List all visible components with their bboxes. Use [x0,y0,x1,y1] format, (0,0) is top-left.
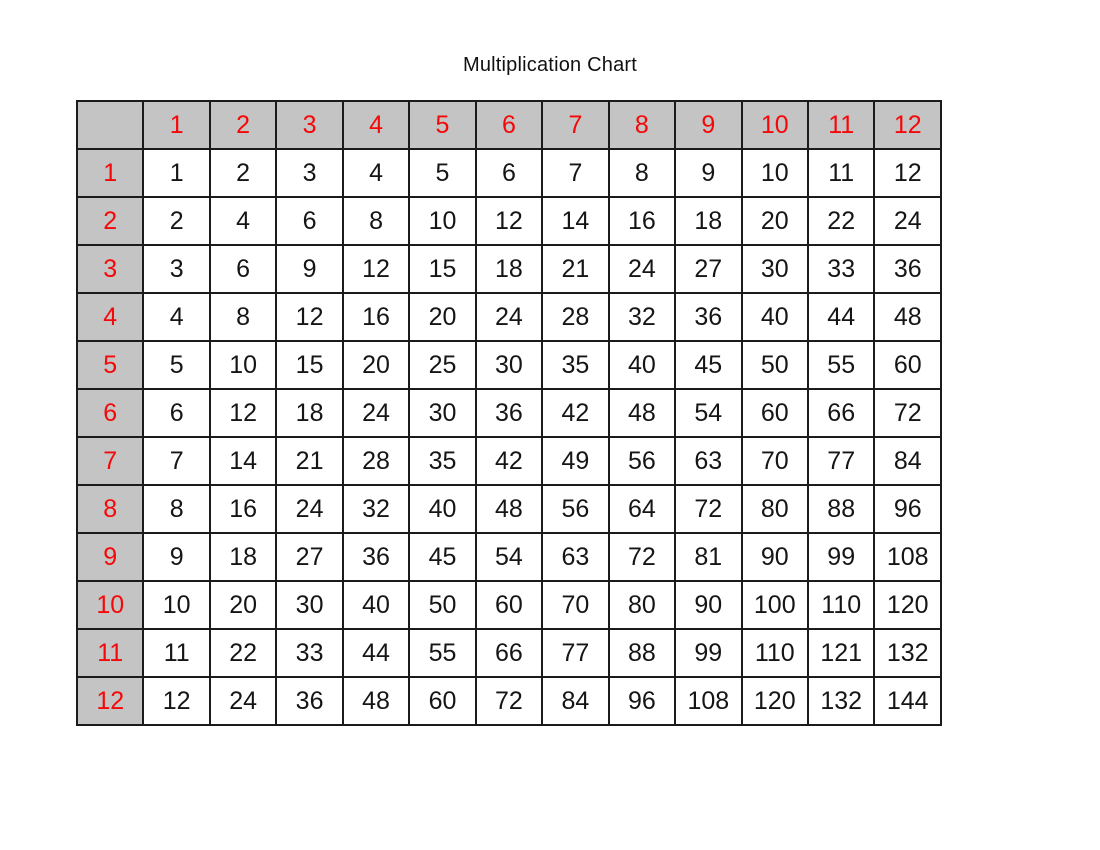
product-cell: 24 [343,389,409,437]
row-header-9: 9 [77,533,143,581]
product-cell: 12 [476,197,542,245]
product-cell: 40 [343,581,409,629]
product-cell: 3 [276,149,342,197]
table-row [77,533,941,581]
column-header-2: 2 [210,101,276,149]
product-cell: 20 [742,197,808,245]
product-cell: 28 [542,293,608,341]
row-header-1: 1 [77,149,143,197]
product-cell: 50 [742,341,808,389]
table-row [77,341,941,389]
product-cell: 77 [542,629,608,677]
product-cell: 18 [476,245,542,293]
row-header-2: 2 [77,197,143,245]
product-cell: 60 [409,677,475,725]
product-cell: 70 [742,437,808,485]
product-cell: 30 [476,341,542,389]
product-cell: 77 [808,437,874,485]
product-cell: 14 [542,197,608,245]
product-cell: 32 [343,485,409,533]
product-cell: 99 [808,533,874,581]
product-cell: 108 [675,677,741,725]
header-row [77,101,941,149]
product-cell: 33 [808,245,874,293]
product-cell: 2 [143,197,209,245]
product-cell: 56 [609,437,675,485]
product-cell: 54 [675,389,741,437]
product-cell: 60 [476,581,542,629]
product-cell: 110 [742,629,808,677]
product-cell: 42 [476,437,542,485]
table-row [77,245,941,293]
product-cell: 7 [542,149,608,197]
product-cell: 3 [143,245,209,293]
product-cell: 11 [143,629,209,677]
product-cell: 10 [143,581,209,629]
product-cell: 42 [542,389,608,437]
corner-cell [77,101,143,149]
product-cell: 80 [609,581,675,629]
product-cell: 30 [276,581,342,629]
product-cell: 21 [276,437,342,485]
column-header-8: 8 [609,101,675,149]
product-cell: 9 [675,149,741,197]
product-cell: 12 [276,293,342,341]
product-cell: 36 [476,389,542,437]
table-row [77,485,941,533]
column-header-6: 6 [476,101,542,149]
product-cell: 40 [409,485,475,533]
product-cell: 8 [210,293,276,341]
product-cell: 120 [742,677,808,725]
product-cell: 28 [343,437,409,485]
product-cell: 1 [143,149,209,197]
product-cell: 72 [675,485,741,533]
product-cell: 33 [276,629,342,677]
product-cell: 90 [675,581,741,629]
product-cell: 36 [675,293,741,341]
product-cell: 12 [143,677,209,725]
product-cell: 35 [542,341,608,389]
product-cell: 30 [742,245,808,293]
row-header-6: 6 [77,389,143,437]
product-cell: 144 [874,677,941,725]
product-cell: 16 [210,485,276,533]
product-cell: 6 [210,245,276,293]
product-cell: 56 [542,485,608,533]
product-cell: 8 [143,485,209,533]
product-cell: 88 [609,629,675,677]
product-cell: 14 [210,437,276,485]
product-cell: 40 [609,341,675,389]
column-header-3: 3 [276,101,342,149]
product-cell: 6 [276,197,342,245]
product-cell: 48 [343,677,409,725]
product-cell: 12 [210,389,276,437]
product-cell: 18 [675,197,741,245]
product-cell: 16 [343,293,409,341]
product-cell: 22 [210,629,276,677]
product-cell: 35 [409,437,475,485]
product-cell: 24 [874,197,941,245]
product-cell: 4 [143,293,209,341]
multiplication-table [76,100,942,726]
table-row [77,581,941,629]
product-cell: 55 [409,629,475,677]
product-cell: 20 [343,341,409,389]
product-cell: 27 [276,533,342,581]
table-row [77,677,941,725]
product-cell: 132 [874,629,941,677]
product-cell: 4 [210,197,276,245]
table-row [77,437,941,485]
product-cell: 48 [609,389,675,437]
row-header-8: 8 [77,485,143,533]
column-header-11: 11 [808,101,874,149]
column-header-5: 5 [409,101,475,149]
product-cell: 12 [874,149,941,197]
product-cell: 8 [609,149,675,197]
row-header-12: 12 [77,677,143,725]
row-header-11: 11 [77,629,143,677]
product-cell: 44 [343,629,409,677]
product-cell: 60 [874,341,941,389]
product-cell: 81 [675,533,741,581]
table-row [77,197,941,245]
product-cell: 100 [742,581,808,629]
product-cell: 120 [874,581,941,629]
product-cell: 7 [143,437,209,485]
product-cell: 11 [808,149,874,197]
product-cell: 54 [476,533,542,581]
product-cell: 6 [476,149,542,197]
product-cell: 2 [210,149,276,197]
product-cell: 18 [210,533,276,581]
product-cell: 90 [742,533,808,581]
row-header-7: 7 [77,437,143,485]
product-cell: 24 [276,485,342,533]
product-cell: 63 [542,533,608,581]
product-cell: 60 [742,389,808,437]
product-cell: 9 [276,245,342,293]
row-header-3: 3 [77,245,143,293]
column-header-10: 10 [742,101,808,149]
column-header-4: 4 [343,101,409,149]
product-cell: 24 [476,293,542,341]
product-cell: 15 [276,341,342,389]
product-cell: 36 [874,245,941,293]
product-cell: 96 [874,485,941,533]
table-row [77,629,941,677]
product-cell: 84 [542,677,608,725]
product-cell: 15 [409,245,475,293]
product-cell: 30 [409,389,475,437]
product-cell: 24 [210,677,276,725]
product-cell: 49 [542,437,608,485]
product-cell: 9 [143,533,209,581]
table-row [77,149,941,197]
product-cell: 44 [808,293,874,341]
product-cell: 6 [143,389,209,437]
column-header-12: 12 [874,101,941,149]
product-cell: 18 [276,389,342,437]
product-cell: 25 [409,341,475,389]
product-cell: 32 [609,293,675,341]
product-cell: 45 [409,533,475,581]
product-cell: 20 [409,293,475,341]
page-title: Multiplication Chart [462,54,638,76]
column-header-1: 1 [143,101,209,149]
product-cell: 20 [210,581,276,629]
row-header-4: 4 [77,293,143,341]
product-cell: 72 [874,389,941,437]
product-cell: 64 [609,485,675,533]
product-cell: 36 [276,677,342,725]
product-cell: 88 [808,485,874,533]
product-cell: 36 [343,533,409,581]
product-cell: 48 [476,485,542,533]
product-cell: 40 [742,293,808,341]
product-cell: 99 [675,629,741,677]
product-cell: 45 [675,341,741,389]
product-cell: 16 [609,197,675,245]
column-header-7: 7 [542,101,608,149]
product-cell: 55 [808,341,874,389]
product-cell: 96 [609,677,675,725]
product-cell: 108 [874,533,941,581]
product-cell: 72 [609,533,675,581]
product-cell: 5 [409,149,475,197]
product-cell: 66 [808,389,874,437]
row-header-5: 5 [77,341,143,389]
product-cell: 84 [874,437,941,485]
product-cell: 27 [675,245,741,293]
product-cell: 121 [808,629,874,677]
product-cell: 80 [742,485,808,533]
table-row [77,389,941,437]
row-header-10: 10 [77,581,143,629]
product-cell: 4 [343,149,409,197]
product-cell: 110 [808,581,874,629]
table-body [77,149,941,725]
product-cell: 48 [874,293,941,341]
product-cell: 8 [343,197,409,245]
product-cell: 21 [542,245,608,293]
table-row [77,293,941,341]
product-cell: 132 [808,677,874,725]
column-header-9: 9 [675,101,741,149]
product-cell: 10 [210,341,276,389]
product-cell: 50 [409,581,475,629]
product-cell: 72 [476,677,542,725]
product-cell: 66 [476,629,542,677]
product-cell: 5 [143,341,209,389]
product-cell: 24 [609,245,675,293]
product-cell: 70 [542,581,608,629]
table-header [77,101,941,149]
product-cell: 10 [409,197,475,245]
product-cell: 12 [343,245,409,293]
product-cell: 10 [742,149,808,197]
product-cell: 22 [808,197,874,245]
product-cell: 63 [675,437,741,485]
